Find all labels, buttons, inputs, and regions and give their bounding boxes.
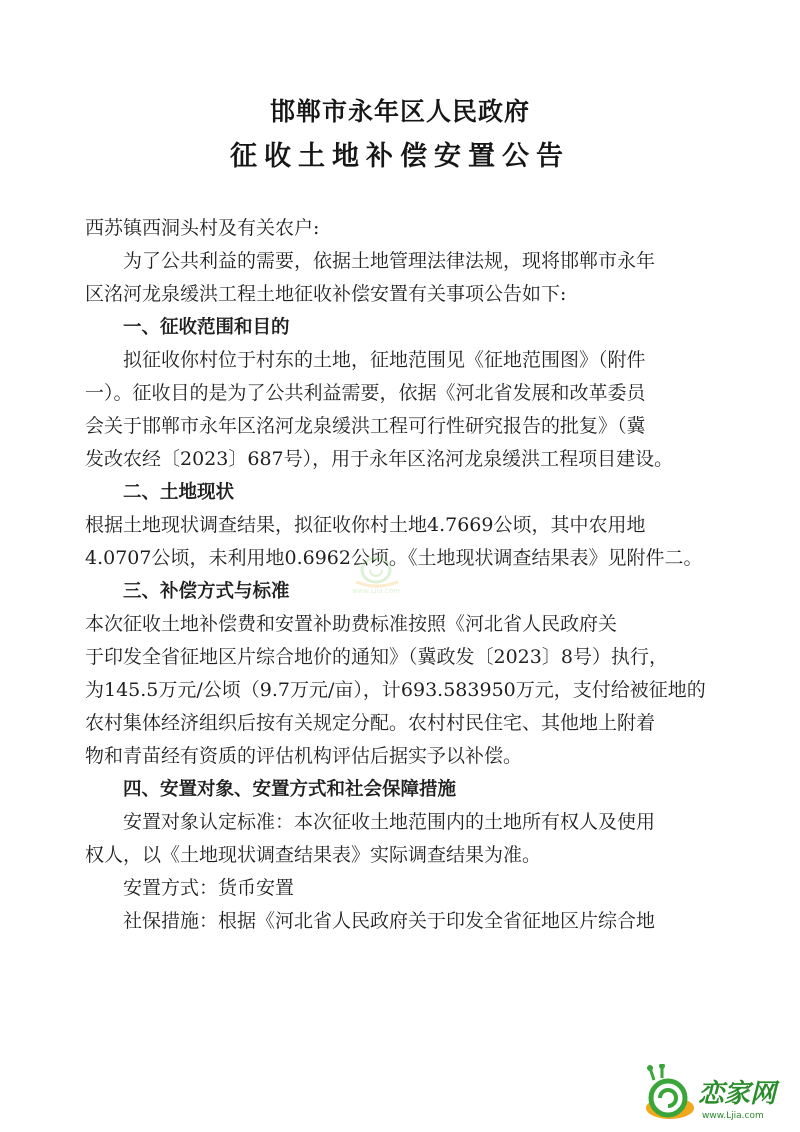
paragraph-line: 区洺河龙泉缓洪工程土地征收补偿安置有关事项公告如下:	[85, 283, 567, 305]
paragraph-line: 发改农经〔2023〕687号），用于永年区洺河龙泉缓洪工程项目建设。	[85, 448, 674, 470]
paragraph-line: 一）。征收目的是为了公共利益需要，依据《河北省发展和改革委员	[85, 382, 646, 404]
document-title-line1: 邯郸市永年区人民政府	[269, 97, 530, 126]
paragraph-line: 会关于邯郸市永年区洺河龙泉缓洪工程可行性研究报告的批复》（冀	[85, 415, 646, 437]
paragraph-line: 为145.5万元/公顷（9.7万元/亩），计693.583950万元，支付给被征地的	[85, 679, 706, 701]
paragraph-line: 权人，以《土地现状调查结果表》实际调查结果为准。	[85, 844, 542, 866]
logo-url: www.Ljia.com	[702, 1111, 764, 1121]
watermark-snail-icon	[346, 548, 406, 594]
paragraph-line: 4.0707公顷，未利用地0.6962公顷。《土地现状调查结果表》见附件二。	[85, 547, 703, 569]
section-heading: 一、征收范围和目的	[123, 317, 290, 338]
paragraph-line: 拟征收你村位于村东的土地，征地范围见《征地范围图》（附件	[123, 349, 646, 371]
paragraph-line: 物和青苗经有资质的评估机构评估后据实予以补偿。	[85, 745, 523, 767]
paragraph-line: 为了公共利益的需要，依据土地管理法律法规，现将邯郸市永年	[123, 250, 656, 272]
document-title-line2: 征收土地补偿安置公告	[230, 141, 570, 172]
watermark-text: www.Ljia.com	[351, 587, 401, 594]
logo-text: 恋家网	[698, 1079, 777, 1109]
paragraph-line: 于印发全省征地区片综合地价的通知》（冀政发〔2023〕8号）执行，	[85, 646, 668, 668]
paragraph-line: 社保措施：根据《河北省人民政府关于印发全省征地区片综合地	[123, 910, 656, 932]
ljia-logo	[640, 1064, 790, 1128]
paragraph-line: 根据土地现状调查结果，拟征收你村土地4.7669公顷，其中农用地	[85, 514, 646, 536]
paragraph-line: 本次征收土地补偿费和安置补助费标准按照《河北省人民政府关	[85, 613, 618, 635]
paragraph-line: 安置方式：货币安置	[123, 877, 295, 899]
snail-logo-icon	[646, 1064, 694, 1119]
paragraph-line: 西苏镇西洞头村及有关农户:	[85, 217, 320, 239]
paragraph-line: 安置对象认定标准：本次征收土地范围内的土地所有权人及使用	[123, 811, 656, 833]
section-heading: 二、土地现状	[123, 482, 235, 503]
section-heading: 四、安置对象、安置方式和社会保障措施	[123, 779, 457, 800]
paragraph-line: 农村集体经济组织后按有关规定分配。农村村民住宅、其他地上附着	[85, 712, 656, 734]
section-heading: 三、补偿方式与标准	[123, 581, 290, 602]
